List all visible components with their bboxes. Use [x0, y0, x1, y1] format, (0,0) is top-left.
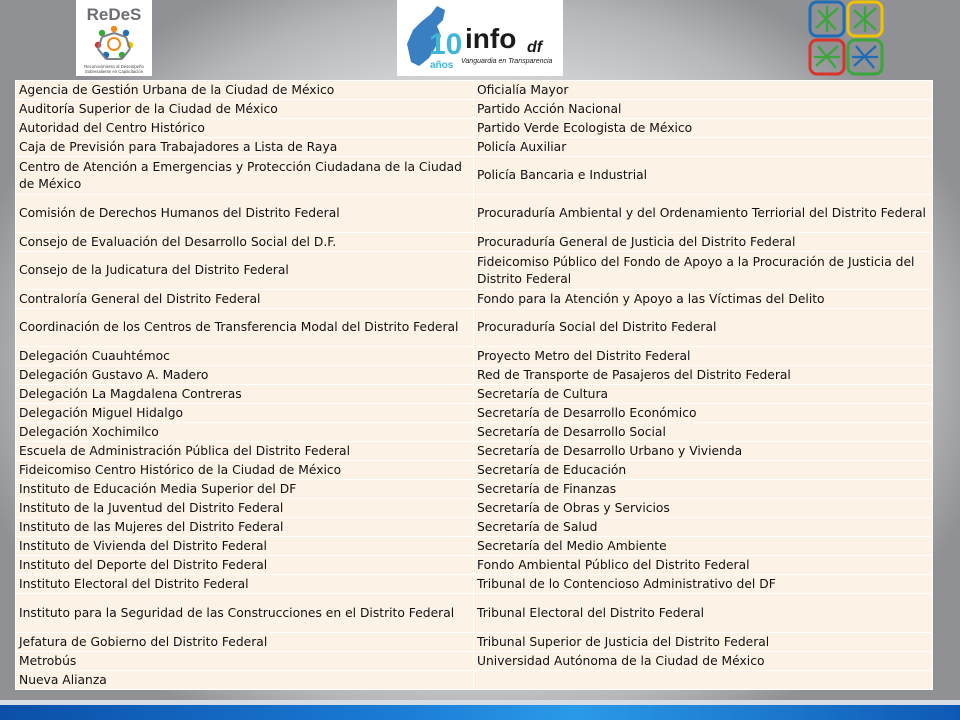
table-cell: Secretaría de Desarrollo Urbano y Vivienda	[474, 442, 933, 461]
table-cell: Fondo para la Atención y Apoyo a las Víctimas del Delito	[474, 290, 933, 309]
table-cell: Tribunal de lo Contencioso Administrativo del DF	[474, 575, 933, 594]
table-cell: Fideicomiso Centro Histórico de la Ciudad de México	[16, 461, 474, 480]
table-row	[16, 518, 933, 537]
table-row	[16, 309, 933, 347]
table-row	[16, 633, 933, 652]
table-cell: Auditoría Superior de la Ciudad de México	[16, 100, 474, 119]
table-cell: Fideicomiso Público del Fondo de Apoyo a la Procuración de Justicia del Distrito Federal	[474, 252, 933, 290]
redes-title: ReDeS	[86, 5, 142, 24]
table-cell: Contraloría General del Distrito Federal	[16, 290, 474, 309]
table-cell: Oficialía Mayor	[474, 81, 933, 100]
table-row	[16, 119, 933, 138]
table-cell: Metrobús	[16, 652, 474, 671]
table-row	[16, 252, 933, 290]
table-row	[16, 366, 933, 385]
table-cell: Comisión de Derechos Humanos del Distrito Federal	[16, 195, 474, 233]
table-cell: Universidad Autónoma de la Ciudad de México	[474, 652, 933, 671]
infodf-logo-graphic	[397, 0, 563, 76]
table-cell: Proyecto Metro del Distrito Federal	[474, 347, 933, 366]
table-cell: Red de Transporte de Pasajeros del Distrito Federal	[474, 366, 933, 385]
table-cell: Delegación Xochimilco	[16, 423, 474, 442]
table-cell: Fondo Ambiental Público del Distrito Federal	[474, 556, 933, 575]
table-cell: Autoridad del Centro Histórico	[16, 119, 474, 138]
table-cell: Secretaría de Desarrollo Social	[474, 423, 933, 442]
table-cell: Secretaría de Obras y Servicios	[474, 499, 933, 518]
table-cell: Partido Verde Ecologista de México	[474, 119, 933, 138]
redes-caption-line2: Sobresaliente en Capacitación	[84, 69, 144, 74]
table-row	[16, 575, 933, 594]
table-row	[16, 671, 933, 690]
table-cell: Secretaría de Educación	[474, 461, 933, 480]
table-row	[16, 423, 933, 442]
table-cell: Secretaría de Desarrollo Económico	[474, 404, 933, 423]
redes-logo	[76, 0, 152, 76]
infodf-tagline: Vanguardia en Transparencia	[461, 58, 553, 65]
table-cell: Jefatura de Gobierno del Distrito Federal	[16, 633, 474, 652]
table-cell: Instituto del Deporte del Distrito Federal	[16, 556, 474, 575]
table-row	[16, 157, 933, 195]
table-cell: Instituto para la Seguridad de las Construcciones en el Distrito Federal	[16, 594, 474, 633]
redes-logo-graphic	[76, 0, 152, 76]
table-row	[16, 556, 933, 575]
puzzle-quadrant-blue-icon	[810, 2, 844, 36]
table-cell: Agencia de Gestión Urbana de la Ciudad de México	[16, 81, 474, 100]
table-cell: Consejo de la Judicatura del Distrito Federal	[16, 252, 474, 290]
table-row	[16, 480, 933, 499]
puzzle-logo	[808, 0, 884, 76]
table-cell: Instituto de Vivienda del Distrito Federal	[16, 537, 474, 556]
infodf-ten: 10	[429, 28, 463, 61]
table-cell: Instituto Electoral del Distrito Federal	[16, 575, 474, 594]
table-row	[16, 385, 933, 404]
table-row	[16, 594, 933, 633]
table-row	[16, 290, 933, 309]
infodf-suffix: df	[527, 39, 543, 56]
table-row	[16, 442, 933, 461]
table-cell: Secretaría de Finanzas	[474, 480, 933, 499]
table-cell: Secretaría de Cultura	[474, 385, 933, 404]
table-cell: Secretaría de Salud	[474, 518, 933, 537]
table-cell: Delegación Cuauhtémoc	[16, 347, 474, 366]
redes-figures-icon	[95, 26, 133, 59]
table-cell: Delegación Gustavo A. Madero	[16, 366, 474, 385]
footer-bar	[0, 705, 960, 720]
table-row	[16, 81, 933, 100]
table-cell: Procuraduría General de Justicia del Distrito Federal	[474, 233, 933, 252]
table-cell: Tribunal Superior de Justicia del Distrito Federal	[474, 633, 933, 652]
table-row	[16, 404, 933, 423]
table-cell: Policía Bancaria e Industrial	[474, 157, 933, 195]
table-cell-empty	[474, 671, 933, 690]
infodf-years: años	[430, 60, 454, 71]
table-row	[16, 233, 933, 252]
table-row	[16, 461, 933, 480]
table-cell: Caja de Previsión para Trabajadores a Lista de Raya	[16, 138, 474, 157]
table-cell: Consejo de Evaluación del Desarrollo Social del D.F.	[16, 233, 474, 252]
table-cell: Escuela de Administración Pública del Distrito Federal	[16, 442, 474, 461]
table-row	[16, 347, 933, 366]
table-row	[16, 499, 933, 518]
institutions-table	[15, 80, 933, 690]
table-cell: Centro de Atención a Emergencias y Protección Ciudadana de la Ciudad de México	[16, 157, 474, 195]
table-cell: Instituto de Educación Media Superior del DF	[16, 480, 474, 499]
table-cell: Tribunal Electoral del Distrito Federal	[474, 594, 933, 633]
table-cell: Partido Acción Nacional	[474, 100, 933, 119]
table-row	[16, 652, 933, 671]
puzzle-quadrant-green-icon	[848, 40, 882, 74]
table-row	[16, 537, 933, 556]
institutions-table-container	[15, 80, 933, 690]
table-cell: Delegación La Magdalena Contreras	[16, 385, 474, 404]
redes-caption-line1: Reconocimiento al Desempeño	[84, 64, 144, 69]
infodf-logo	[397, 0, 563, 76]
table-cell: Instituto de la Juventud del Distrito Federal	[16, 499, 474, 518]
table-row	[16, 100, 933, 119]
table-cell: Delegación Miguel Hidalgo	[16, 404, 474, 423]
table-cell: Procuraduría Ambiental y del Ordenamiento Terriorial del Distrito Federal	[474, 195, 933, 233]
puzzle-quadrant-yellow-icon	[848, 2, 882, 36]
table-cell: Secretaría del Medio Ambiente	[474, 537, 933, 556]
table-row	[16, 138, 933, 157]
table-cell: Nueva Alianza	[16, 671, 474, 690]
puzzle-logo-graphic	[808, 0, 884, 76]
table-cell: Policía Auxiliar	[474, 138, 933, 157]
puzzle-quadrant-red-icon	[810, 40, 844, 74]
table-cell: Coordinación de los Centros de Transferencia Modal del Distrito Federal	[16, 309, 474, 347]
table-cell: Procuraduría Social del Distrito Federal	[474, 309, 933, 347]
table-cell: Instituto de las Mujeres del Distrito Federal	[16, 518, 474, 537]
table-row	[16, 195, 933, 233]
infodf-brand: info	[465, 23, 517, 54]
